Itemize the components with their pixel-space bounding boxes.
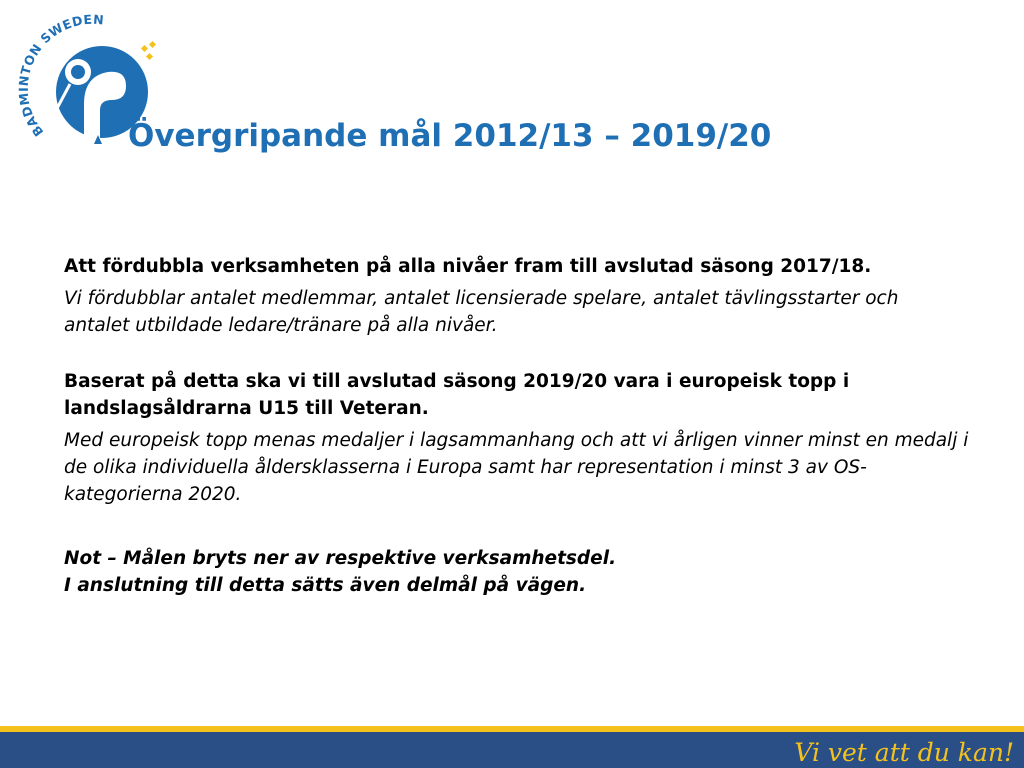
note-line-2: I anslutning till detta sätts även delmål på vägen. (64, 575, 587, 596)
slide-content (64, 253, 969, 599)
goal1-text: Vi fördubblar antalet medlemmar, antalet licensierade spelare, antalet tävlingsstarter och antalet utbildade ledare/tränare på alla nivåer. (64, 288, 899, 336)
note-line-1: Not – Målen bryts ner av respektive verksamhetsdel. (64, 548, 617, 569)
slide-title: Övergripande mål 2012/13 – 2019/20 (128, 118, 772, 154)
footer-slogan: Vi vet att du kan! (794, 738, 1014, 767)
goal2-heading: Baserat på detta ska vi till avslutad säsong 2019/20 vara i europeisk topp i landslagsåldrarna U15 till Veteran. (64, 371, 850, 419)
goal2-text: Med europeisk topp menas medaljer i lagsammanhang och att vi årligen vinner minst en medalj i de olika individuella åldersklasserna i Europa samt har representation i minst 3 av OS-kategorierna 2020. (64, 430, 969, 505)
footer-band (0, 726, 1024, 768)
logo-text: BADMINTON SWEDEN (15, 14, 105, 140)
goal1-heading: Att fördubbla verksamheten på alla nivåer fram till avslutad säsong 2017/18. (64, 256, 872, 277)
